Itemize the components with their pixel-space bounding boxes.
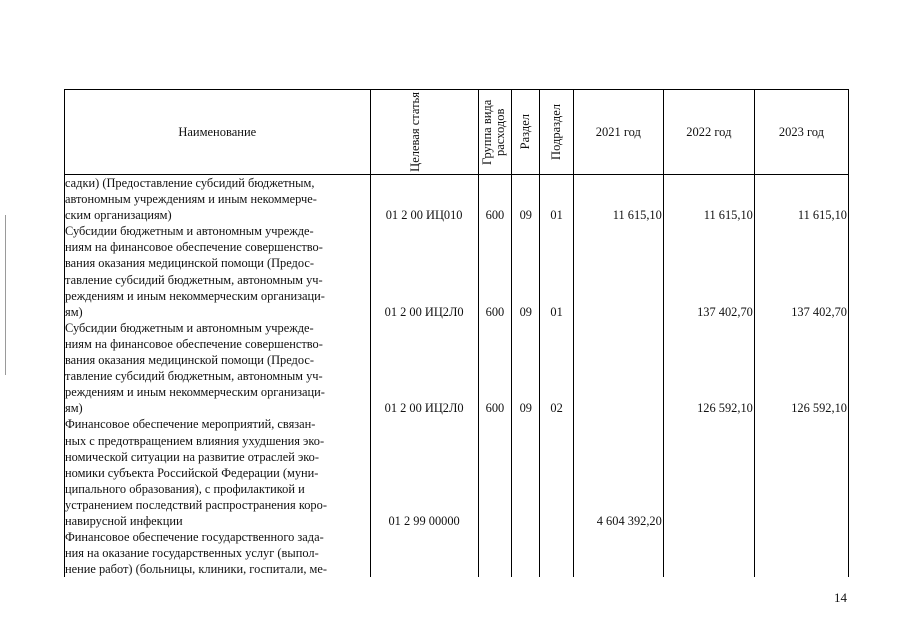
table-row xyxy=(65,223,849,320)
row-name-line: ных с предотвращением влияния ухудшения эко- xyxy=(65,433,325,448)
table-header-row xyxy=(65,90,849,175)
scan-edge-mark xyxy=(5,215,6,375)
row-section: 09 xyxy=(512,175,540,224)
row-name-line: ниям на финансовое обеспечение совершенство- xyxy=(65,336,323,351)
row-name-line: Финансовое обеспечение государственного зада- xyxy=(65,530,324,545)
row-expense-group: 600 xyxy=(478,223,511,320)
row-name-line: ния на оказание государственных услуг (выпол- xyxy=(65,546,319,561)
row-2022: 126 592,10 xyxy=(663,320,754,417)
row-name-line: ниям на финансовое обеспечение совершенство- xyxy=(65,240,323,255)
row-subsection: 01 xyxy=(540,175,573,224)
table-row xyxy=(65,529,849,577)
row-name-line: номической ситуации на развитие отраслей эко- xyxy=(65,449,319,464)
row-code: 01 2 00 ИЦ2Л0 xyxy=(370,223,478,320)
row-name-line: устранением последствий распространения коро- xyxy=(65,497,327,512)
row-name-line: ям) xyxy=(65,401,83,416)
row-2021: 4 604 392,20 xyxy=(573,416,663,529)
row-expense-group: 600 xyxy=(478,175,511,224)
row-name-line: вания оказания медицинской помощи (Предос- xyxy=(65,256,314,271)
row-name-line: тавление субсидий бюджетным, автономным уч- xyxy=(65,369,323,384)
row-2021 xyxy=(573,529,663,577)
row-section xyxy=(512,529,540,577)
row-2022: 11 615,10 xyxy=(663,175,754,224)
row-subsection: 01 xyxy=(540,223,573,320)
row-name-line: автономным учреждениям и иным некоммерче- xyxy=(65,192,317,207)
row-code: 01 2 00 ИЦ2Л0 xyxy=(370,320,478,417)
row-section: 09 xyxy=(512,223,540,320)
header-2022: 2022 год xyxy=(663,90,754,175)
row-2022 xyxy=(663,529,754,577)
row-section: 09 xyxy=(512,320,540,417)
row-name-line: реждениям и иным некоммерческим организаци- xyxy=(65,288,325,303)
row-name-line: Финансовое обеспечение мероприятий, связан- xyxy=(65,417,316,432)
row-code: 01 2 99 00000 xyxy=(370,416,478,529)
budget-table xyxy=(64,89,849,577)
row-2023: 11 615,10 xyxy=(754,175,848,224)
row-expense-group: 600 xyxy=(478,320,511,417)
row-2021 xyxy=(573,320,663,417)
header-2023: 2023 год xyxy=(754,90,848,175)
row-name-line: навирусной инфекции xyxy=(65,513,183,528)
row-section xyxy=(512,416,540,529)
row-code xyxy=(370,529,478,577)
row-2023 xyxy=(754,416,848,529)
row-2021 xyxy=(573,223,663,320)
row-2022: 137 402,70 xyxy=(663,223,754,320)
header-2021: 2021 год xyxy=(573,90,663,175)
row-name-line: тавление субсидий бюджетным, автономным уч- xyxy=(65,272,323,287)
row-2021: 11 615,10 xyxy=(573,175,663,224)
row-name-line: Субсидии бюджетным и автономным учрежде- xyxy=(65,320,314,335)
row-name-line: реждениям и иным некоммерческим организаци- xyxy=(65,385,325,400)
row-expense-group xyxy=(478,529,511,577)
page-number: 14 xyxy=(834,590,847,605)
header-target-article: Целевая статья xyxy=(370,90,478,175)
header-subsection: Подраздел xyxy=(540,90,573,175)
row-subsection xyxy=(540,416,573,529)
row-2023: 126 592,10 xyxy=(754,320,848,417)
header-section: Раздел xyxy=(512,90,540,175)
row-subsection xyxy=(540,529,573,577)
row-name xyxy=(65,320,371,417)
row-name-line: Субсидии бюджетным и автономным учрежде- xyxy=(65,224,314,239)
row-name xyxy=(65,529,371,577)
row-2023 xyxy=(754,529,848,577)
header-name: Наименование xyxy=(65,90,371,175)
row-subsection: 02 xyxy=(540,320,573,417)
row-name xyxy=(65,223,371,320)
row-code: 01 2 00 ИЦ010 xyxy=(370,175,478,224)
row-name xyxy=(65,175,371,224)
row-name-line: ципального образования), с профилактикой и xyxy=(65,481,305,496)
row-2023: 137 402,70 xyxy=(754,223,848,320)
row-name-line: нение работ) (больницы, клиники, госпитали, ме- xyxy=(65,562,327,577)
row-name-line: вания оказания медицинской помощи (Предос- xyxy=(65,353,314,368)
table-row xyxy=(65,320,849,417)
row-2022 xyxy=(663,416,754,529)
row-name-line: ям) xyxy=(65,304,83,319)
table-row xyxy=(65,416,849,529)
row-name-line: садки) (Предоставление субсидий бюджетным, xyxy=(65,176,315,190)
table-row xyxy=(65,175,849,224)
row-expense-group xyxy=(478,416,511,529)
row-name xyxy=(65,416,371,529)
row-name-line: номики субъекта Российской Федерации (муни- xyxy=(65,465,319,480)
header-expense-group: Группа вида расходов xyxy=(478,90,511,175)
row-name-line: ским организациям) xyxy=(65,208,172,223)
